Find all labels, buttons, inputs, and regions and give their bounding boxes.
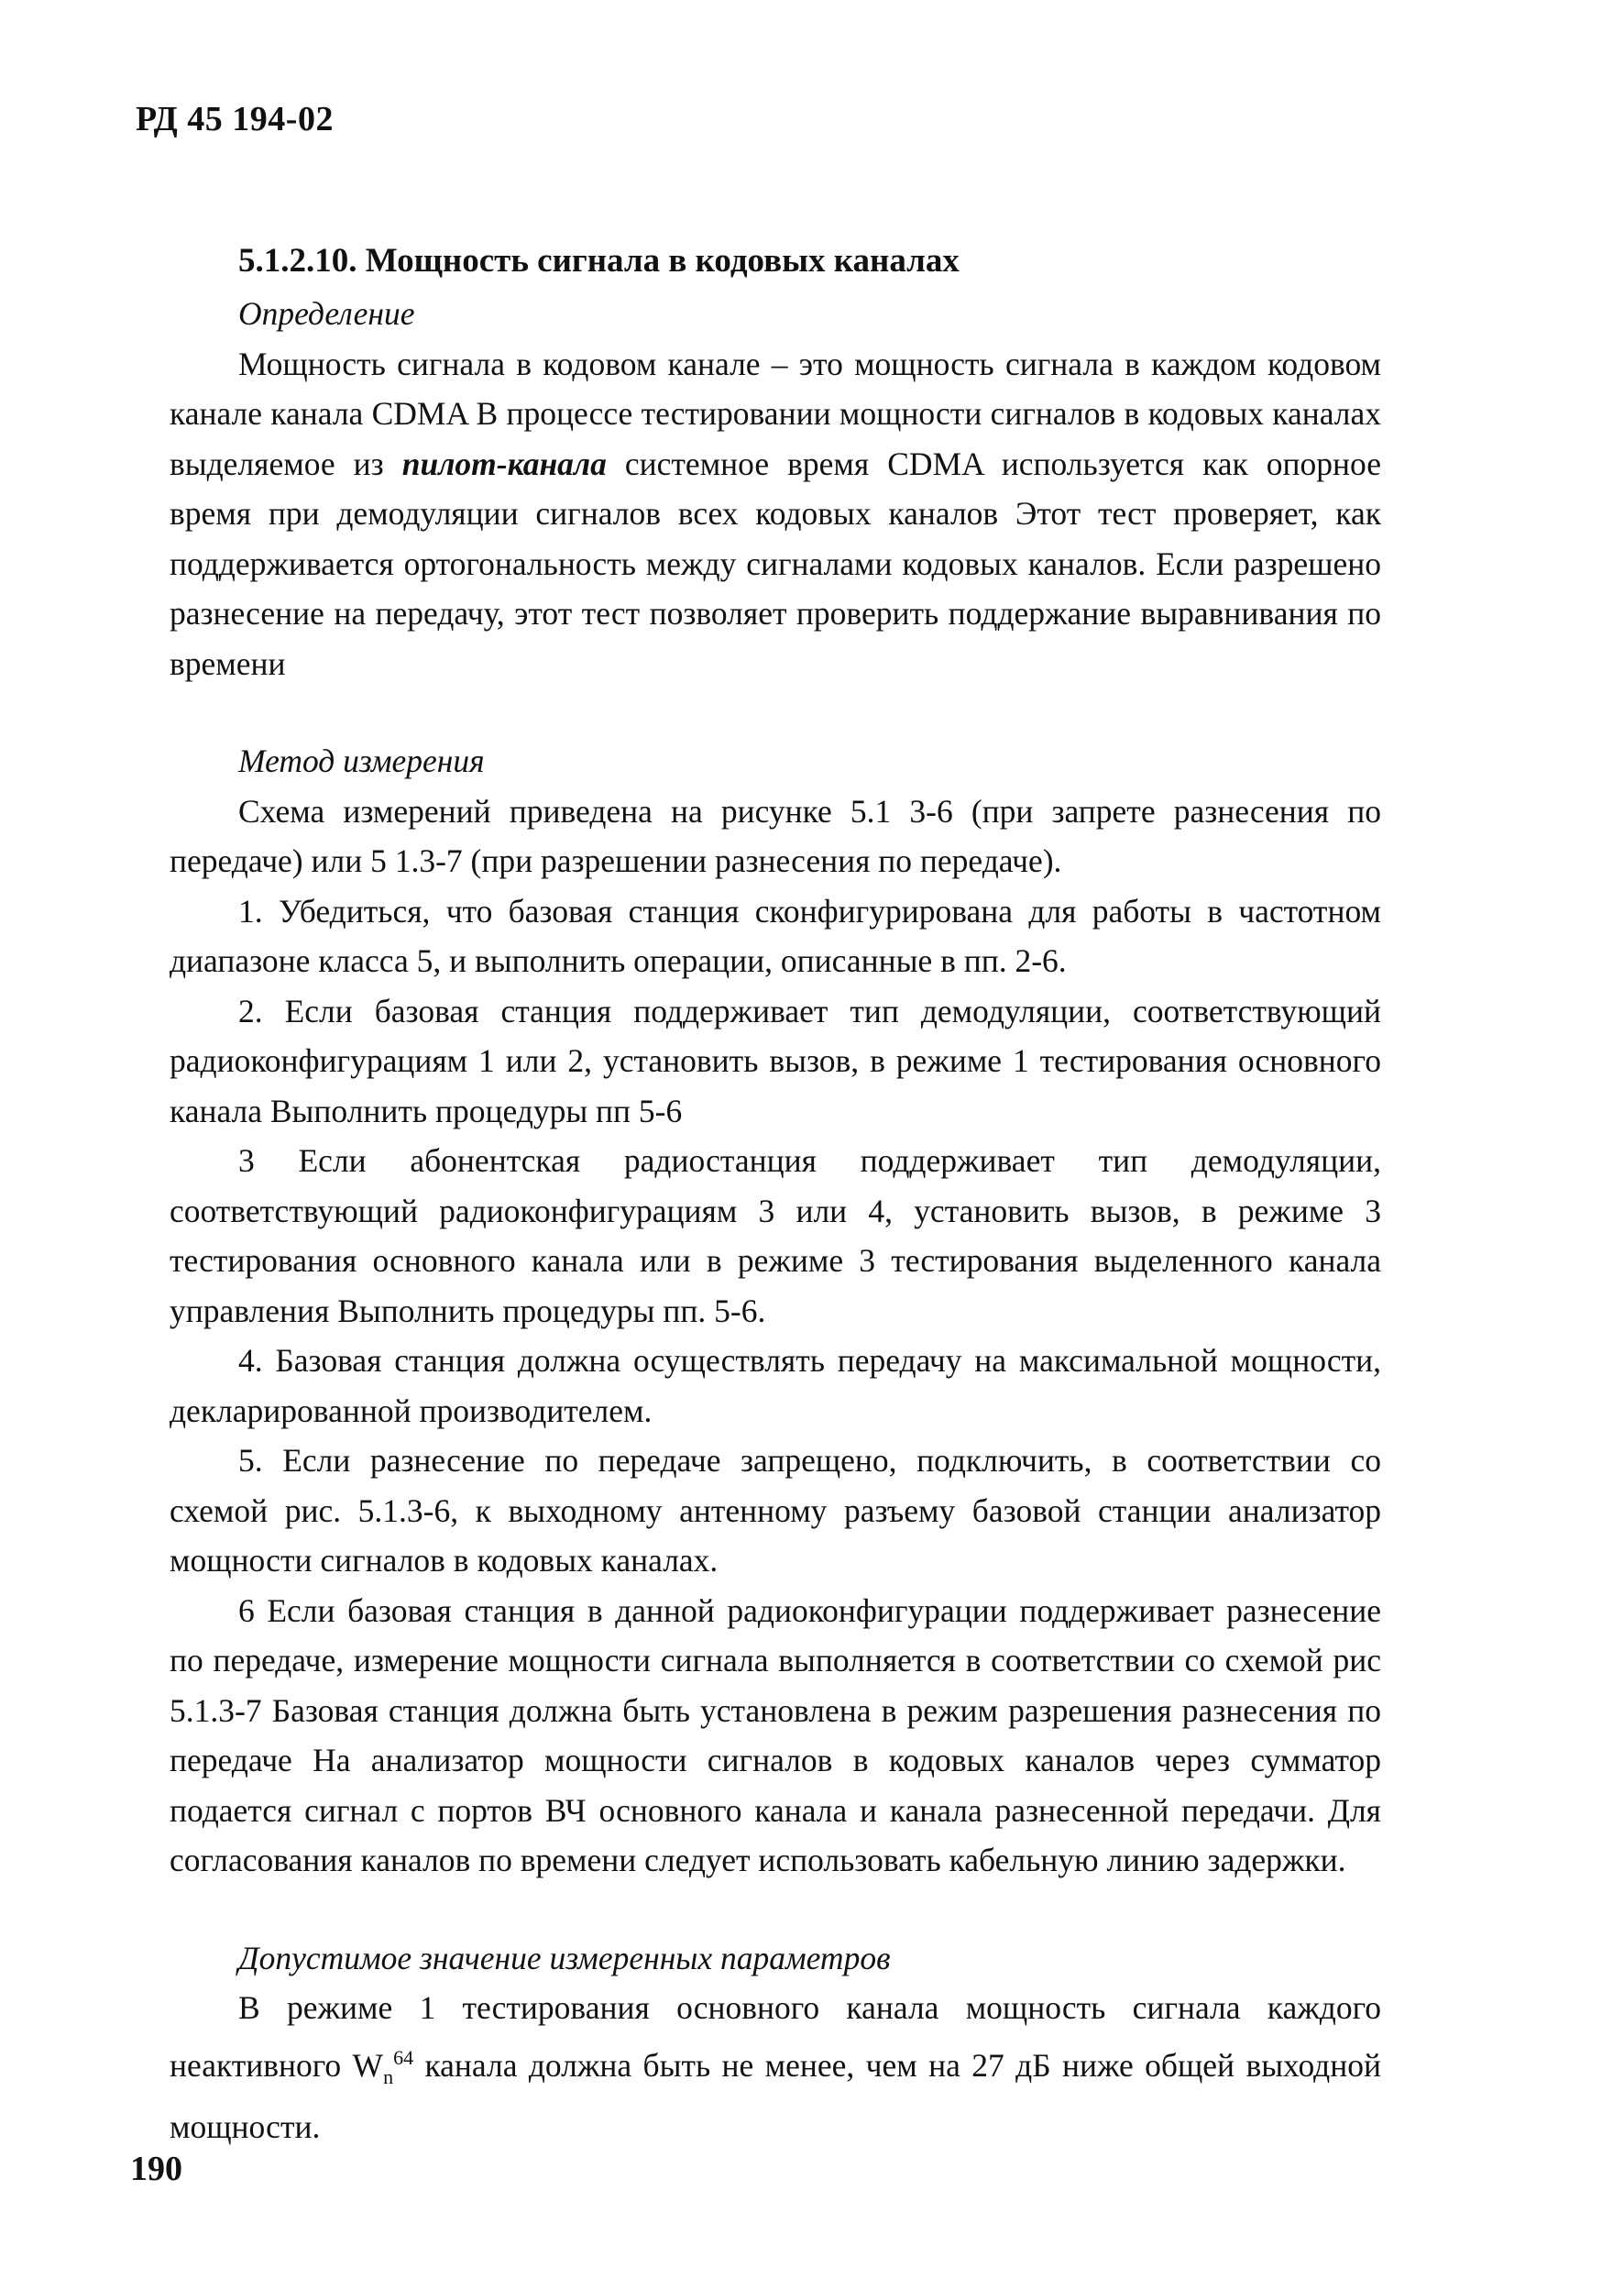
method-heading: Метод измерения xyxy=(238,743,485,779)
method-step-3: 3 Если абонентская радиостанция поддерживает тип демодуляции, соответствующий радиоконфигурациям 3 или 4, установить вызов, в режиме 3 тестирования основного канала или в режиме 3 тестирования выделенного канала управления Выполнить процедуры пп. 5-6. xyxy=(170,1142,1381,1329)
definition-heading: Определение xyxy=(238,295,415,332)
allowed-text-start: В режиме 1 тестирования основного канала мощность сигнала каждого неактивного W xyxy=(170,1989,1381,2084)
walsh-subscript: n xyxy=(383,2064,394,2088)
method-step-1: 1. Убедиться, что базовая станция сконфигурирована для работы в частотном диапазоне класса 5, и выполнить операции, описанные в пп. 2-6. xyxy=(170,892,1381,979)
method-paragraph: Схема измерений приведена на рисунке 5.1 3-6 (при запрете разнесения по передаче) или 5 1.3-7 (при разрешении разнесения по передаче). xyxy=(170,792,1381,879)
document-code: РД 45 194-02 xyxy=(136,100,334,138)
method-step-4: 4. Базовая станция должна осуществлять передачу на максимальной мощности, декларированной производителем. xyxy=(170,1342,1381,1429)
method-step-5: 5. Если разнесение по передаче запрещено, подключить, в соответствии со схемой рис. 5.1.3-6, к выходному антенному разъему базовой станции анализатор мощности сигналов в кодовых каналах. xyxy=(170,1442,1381,1579)
method-step-2: 2. Если базовая станция поддерживает тип демодуляции, соответствующий радиоконфигурациям 1 или 2, установить вызов, в режиме 1 тестирования основного канала Выполнить процедуры пп 5-6 xyxy=(170,992,1381,1129)
definition-text-start: Мощность сигнала в кодовом канале – это мощность сигнала в каждом кодовом канале канала CDMA В процессе тестировании мощности сигналов в кодовых каналах выделяемое из xyxy=(170,345,1381,482)
allowed-values-heading: Допустимое значение измеренных параметров xyxy=(238,1939,891,1976)
method-step-6: 6 Если базовая станция в данной радиоконфигурации поддерживает разнесение по передаче, измерение мощности сигнала выполняется в соответствии со схемой рис 5.1.3-7 Базовая станция должна быть установлена в режим разрешения разнесения по передаче На анализатор мощности сигналов в кодовых каналов через сумматор подается сигнал с портов ВЧ основного канала и канала разнесенной передачи. Для согласования каналов по времени следует использовать кабельную линию задержки. xyxy=(170,1591,1381,1878)
allowed-values-paragraph xyxy=(170,1983,1381,2151)
section-title: 5.1.2.10. Мощность сигнала в кодовых каналах xyxy=(238,242,960,280)
page-number: 190 xyxy=(130,2150,182,2188)
allowed-text-end: канала должна быть не менее, чем на 27 дБ ниже общей выходной мощности. xyxy=(170,2046,1381,2145)
definition-text-end: системное время CDMA используется как опорное время при демодуляции сигналов всех кодовых каналов Этот тест проверяет, как поддерживается ортогональность между сигналами кодовых каналов. Если разрешено разнесение на передачу, этот тест позволяет проверить поддержание выравнивания по времени xyxy=(170,445,1381,682)
definition-paragraph xyxy=(170,339,1381,689)
pilot-channel-term: пилот-канала xyxy=(401,445,607,482)
walsh-superscript: 64 xyxy=(393,2045,414,2069)
document-body xyxy=(170,234,1381,2151)
